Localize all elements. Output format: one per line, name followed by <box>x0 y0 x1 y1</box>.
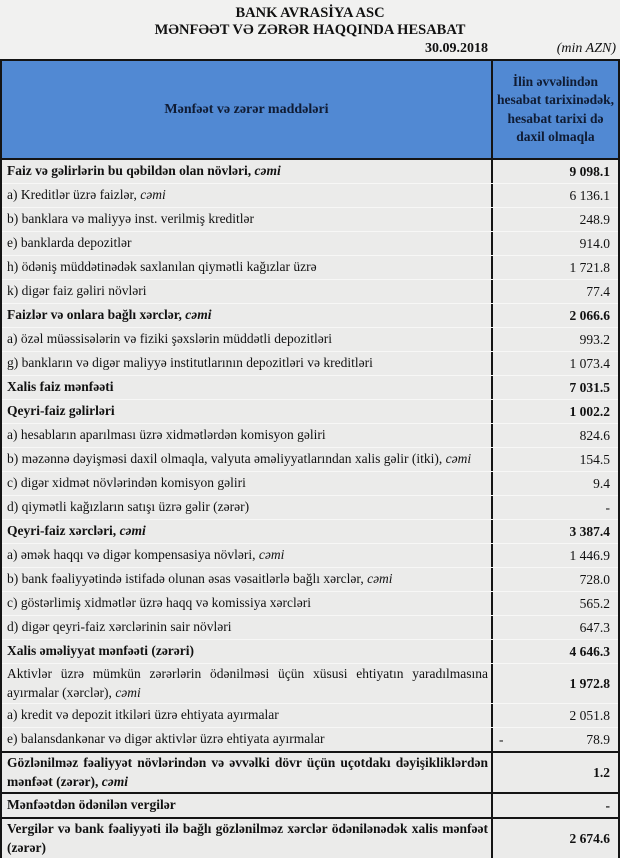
row-label-suffix: cəmi <box>251 163 281 179</box>
table-row <box>2 375 618 399</box>
table-row <box>2 727 618 751</box>
table-row <box>2 703 618 727</box>
row-value: 9 098.1 <box>569 163 610 179</box>
row-label-suffix: cəmi <box>181 307 212 323</box>
table-row <box>2 543 618 567</box>
report-date: 30.09.2018 <box>425 41 488 56</box>
table-row <box>2 160 618 183</box>
row-label: Xalis əməliyyat mənfəəti (zərəri) <box>7 643 195 659</box>
bank-name: BANK AVRASİYA ASC <box>235 5 385 21</box>
row-label-suffix: cəmi <box>116 523 146 539</box>
row-label-suffix: cəmi <box>363 571 393 587</box>
row-label: e) banklarda depozitlər <box>7 235 132 251</box>
row-value: 565.2 <box>579 595 610 611</box>
row-label: Vergilər və bank fəaliyyəti ilə bağlı gözlənilməz xərclər ödənilənədək xalis mənfəət (zərər) <box>7 821 488 855</box>
row-label: Gözlənilməz fəaliyyət növlərindən və əvvəlki dövr üçün uçotdakı dəyişikliklərdən mənfəət (zərər), <box>7 755 488 789</box>
table-row <box>2 817 618 858</box>
report-title: MƏNFƏƏT VƏ ZƏRƏR HAQQINDA HESABAT <box>154 22 466 38</box>
row-label: c) digər xidmət növlərindən komisyon gəliri <box>7 475 246 491</box>
row-value: 1 972.8 <box>569 675 610 691</box>
row-label: g) bankların və digər maliyyə institutlarının depozitləri və kreditləri <box>7 355 373 371</box>
row-label: Mənfəətdən ödənilən vergilər <box>7 797 176 813</box>
row-value: 2 674.6 <box>569 830 610 846</box>
row-value: 2 066.6 <box>569 307 610 323</box>
currency-unit: (min AZN) <box>556 41 616 56</box>
table-row <box>2 615 618 639</box>
row-value: 1.2 <box>593 764 610 780</box>
table-row <box>2 303 618 327</box>
table-row <box>2 519 618 543</box>
row-value: 1 721.8 <box>569 259 610 275</box>
row-value: 1 002.2 <box>569 403 610 419</box>
row-value: 1 073.4 <box>569 355 610 371</box>
row-value: 248.9 <box>579 211 610 227</box>
table-row <box>2 207 618 231</box>
table-row <box>2 399 618 423</box>
table-row <box>2 751 618 792</box>
row-value: 3 387.4 <box>569 523 610 539</box>
negative-sign: - <box>499 731 504 747</box>
table-row <box>2 792 618 817</box>
date-line <box>0 41 620 57</box>
table-row <box>2 279 618 303</box>
row-value: 1 446.9 <box>569 547 610 563</box>
row-value: 9.4 <box>593 475 610 491</box>
row-label-suffix: cəmi <box>136 187 166 203</box>
row-value: 2 051.8 <box>569 707 610 723</box>
table-body <box>2 160 618 858</box>
table-row <box>2 183 618 207</box>
row-label-suffix: cəmi <box>442 451 472 467</box>
table-row <box>2 471 618 495</box>
row-value: 4 646.3 <box>569 643 610 659</box>
row-value: 824.6 <box>579 427 610 443</box>
row-value: 78.9 <box>586 731 610 747</box>
row-label: Faiz və gəlirlərin bu qəbildən olan növləri, <box>7 163 252 179</box>
row-label: b) məzənnə dəyişməsi daxil olmaqla, valyuta əməliyyatlarından xalis gəlir (itki), <box>7 451 443 467</box>
table-row <box>2 423 618 447</box>
row-label: Qeyri-faiz xərcləri, <box>7 523 117 539</box>
value-column-header: İlin əvvəlindən hesabat tarixinədək, hesabat tarixi də daxil olmaqla <box>491 61 618 158</box>
row-label: c) göstərlimiş xidmətlər üzrə haqq və komissiya xərcləri <box>7 595 312 611</box>
row-label: e) balansdankənar və digər aktivlər üzrə ehtiyata ayırmalar <box>7 731 325 747</box>
row-value: 914.0 <box>579 235 610 251</box>
row-value: 728.0 <box>579 571 610 587</box>
row-value: 993.2 <box>579 331 610 347</box>
profit-loss-table <box>0 59 620 858</box>
row-label: a) özəl müəssisələrin və fiziki şəxslərin müddətli depozitləri <box>7 331 333 347</box>
row-value: 154.5 <box>579 451 610 467</box>
row-label-suffix: cəmi <box>255 547 285 563</box>
row-value: - <box>605 499 610 515</box>
items-column-header: Mənfəət və zərər maddələri <box>164 101 329 117</box>
row-label: Xalis faiz mənfəəti <box>7 379 114 395</box>
row-label: Qeyri-faiz gəlirləri <box>7 403 115 419</box>
row-value: 647.3 <box>579 619 610 635</box>
row-value: 7 031.5 <box>569 379 610 395</box>
table-row <box>2 663 618 703</box>
row-value: 77.4 <box>586 283 610 299</box>
table-header-row <box>2 61 618 160</box>
row-label: k) digər faiz gəliri növləri <box>7 283 147 299</box>
table-row <box>2 351 618 375</box>
row-value: 6 136.1 <box>569 187 610 203</box>
row-label: b) banklara və maliyyə inst. verilmiş kreditlər <box>7 211 255 227</box>
row-label: a) Kreditlər üzrə faizlər, <box>7 187 137 203</box>
table-row <box>2 495 618 519</box>
table-row <box>2 231 618 255</box>
document-header <box>0 0 620 57</box>
table-row <box>2 567 618 591</box>
table-row <box>2 447 618 471</box>
row-label: d) qiymətli kağızların satışı üzrə gəlir (zərər) <box>7 499 250 515</box>
row-label: d) digər qeyri-faiz xərclərinin sair növləri <box>7 619 232 635</box>
row-label: h) ödəniş müddətinədək saxlanılan qiymətli kağızlar üzrə <box>7 259 317 275</box>
table-row <box>2 255 618 279</box>
row-label: a) hesabların aparılması üzrə xidmətlərdən komisyon gəliri <box>7 427 326 443</box>
row-label: b) bank fəaliyyətində istifadə olunan əsas vəsaitlərlə bağlı xərclər, <box>7 571 364 587</box>
row-label: a) kredit və depozit itkiləri üzrə ehtiyata ayırmalar <box>7 707 279 723</box>
table-row <box>2 327 618 351</box>
row-label-suffix: cəmi <box>111 684 141 700</box>
row-label: Aktivlər üzrə mümkün zərərlərin ödənilməsi üçün xüsusi ehtiyatın yaradılmasına ayırmalar (xərclər), <box>7 666 488 700</box>
table-row <box>2 591 618 615</box>
row-label: a) əmək haqqı və digər kompensasiya növləri, <box>7 547 256 563</box>
table-row <box>2 639 618 663</box>
row-label-suffix: cəmi <box>98 773 129 789</box>
row-value: - <box>605 797 610 813</box>
row-label: Faizlər və onlara bağlı xərclər, <box>7 307 182 323</box>
